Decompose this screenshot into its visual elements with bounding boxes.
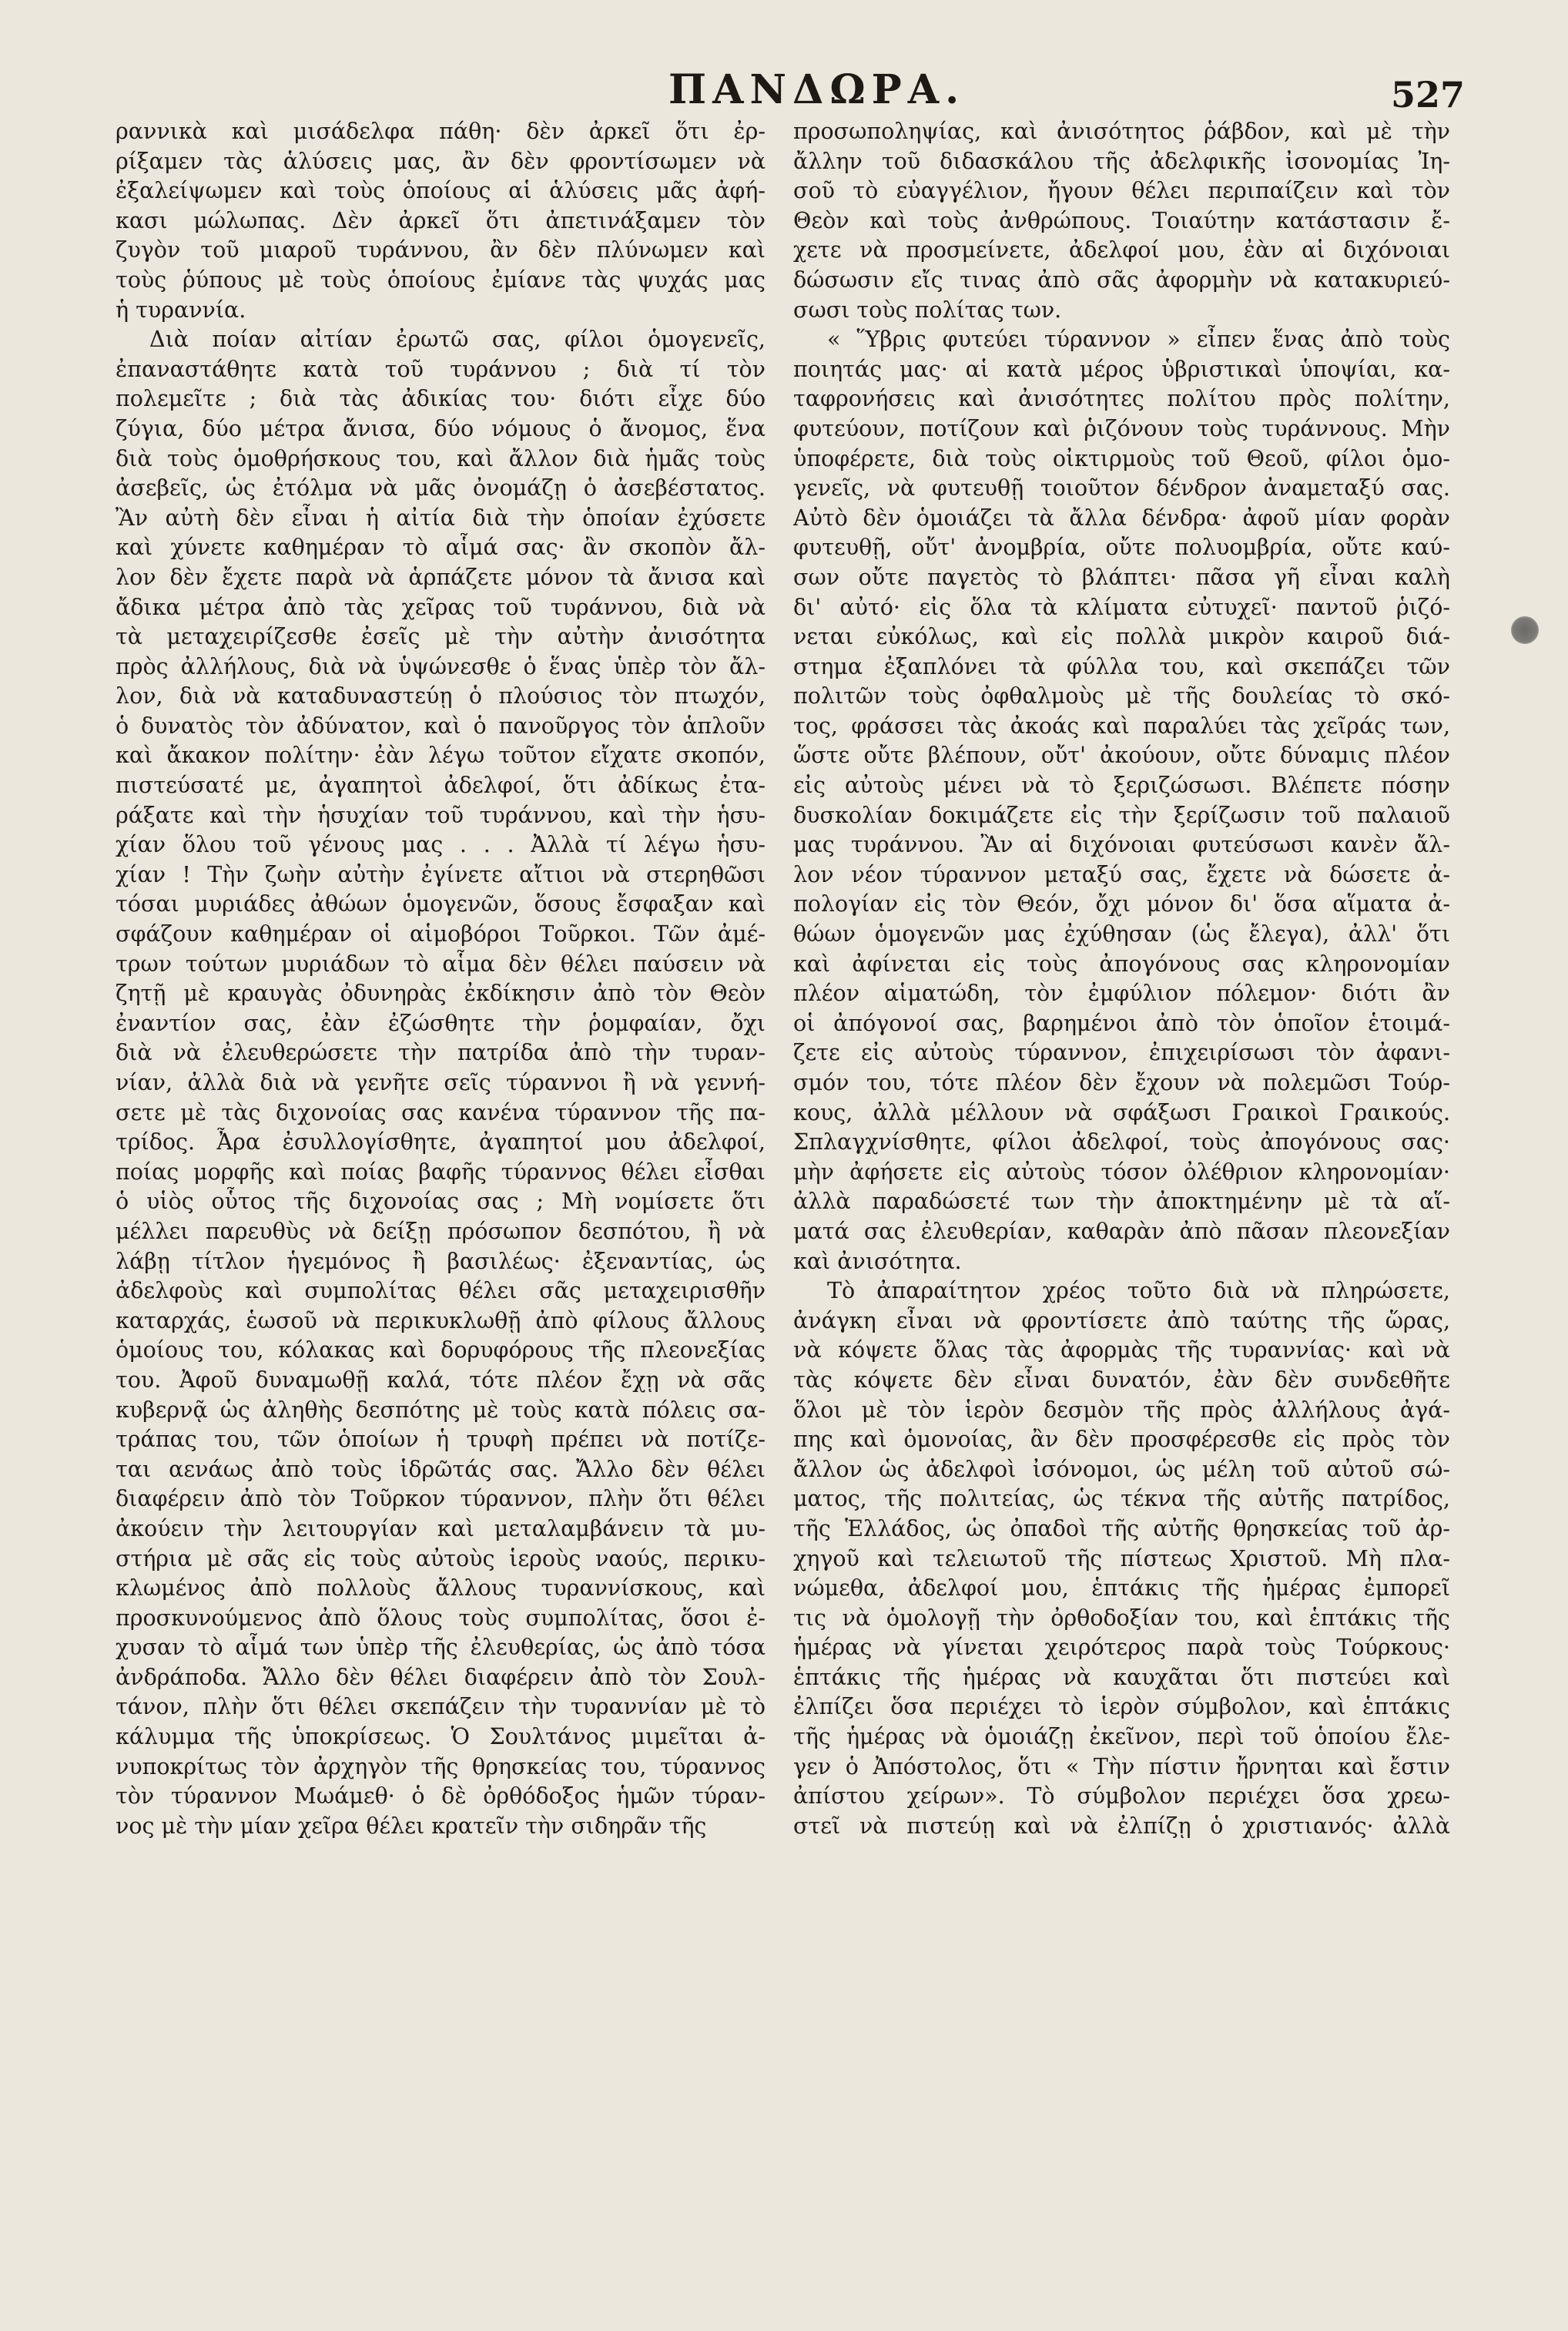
text-line: τάνον, πλὴν ὅτι θέλει σκεπάζειν τὴν τυραννίαν μὲ τὸ — [116, 1694, 766, 1720]
text-line: λον, διὰ νὰ καταδυναστεύῃ ὁ πλούσιος τὸν πτωχόν, — [116, 683, 766, 709]
text-line: ποιητάς μας· αἱ κατὰ μέρος ὑβριστικαὶ ὑποψίαι, κα- — [793, 356, 1450, 382]
text-line: ἡ τυραννία. — [116, 297, 246, 323]
text-line: ἑπτάκις τῆς ἡμέρας νὰ καυχᾶται ὅτι πιστεύει καὶ — [793, 1664, 1450, 1690]
text-line: σωσι τοὺς πολίτας των. — [793, 297, 1062, 323]
text-line: ζετε εἰς αὐτοὺς τύραννον, ἐπιχειρίσωσι τὸν ἀφανι- — [793, 1040, 1450, 1066]
text-line: ἀνάγκη εἶναι νὰ φροντίσετε ἀπὸ ταύτης τῆς ὥρας, — [793, 1307, 1450, 1333]
text-line: καὶ ἄκακον πολίτην· ἐὰν λέγω τοῦτον εἴχατε σκοπόν, — [116, 743, 766, 769]
text-line: Θεὸν καὶ τοὺς ἀνθρώπους. Τοιαύτην κατάστασιν ἔ- — [793, 207, 1450, 233]
text-line: ζυγὸν τοῦ μιαροῦ τυράννου, ἂν δὲν πλύνωμεν καὶ — [116, 237, 766, 263]
text-line: καὶ ἀνισότητα. — [793, 1248, 962, 1274]
text-line: δώσωσιν εἴς τινας ἀπὸ σᾶς ἀφορμὴν νὰ κατακυριεύ- — [793, 267, 1450, 293]
text-line: « Ὕβρις φυτεύει τύραννον » εἶπεν ἕνας ἀπὸ τοὺς — [827, 327, 1450, 353]
text-line: πολιτῶν τοὺς ὀφθαλμοὺς μὲ τῆς δουλείας τὸ σκό- — [793, 683, 1450, 709]
text-line: νος μὲ τὴν μίαν χεῖρα θέλει κρατεῖν τὴν σιδηρᾶν τῆς — [116, 1813, 707, 1839]
text-line: προσκυνούμενος ἀπὸ ὅλους τοὺς συμπολίτας, ὅσοι ἐ- — [116, 1605, 766, 1631]
text-line: ἄδικα μέτρα ἀπὸ τὰς χεῖρας τοῦ τυράννου, διὰ νὰ — [116, 594, 766, 620]
text-line: σων οὔτε παγετὸς τὸ βλάπτει· πᾶσα γῆ εἶναι καλὴ — [793, 564, 1450, 590]
text-line: ἐξαλείψωμεν καὶ τοὺς ὁποίους αἱ ἁλύσεις μᾶς ἀφή- — [116, 178, 766, 204]
text-line: Ἂν αὐτὴ δὲν εἶναι ἡ αἰτία διὰ τὴν ὁποίαν ἐχύσετε — [116, 505, 766, 531]
text-line: πλέον αἱματώδη, τὸν ἐμφύλιον πόλεμον· διότι ἂν — [793, 981, 1450, 1007]
text-line: πιστεύσατέ με, ἀγαπητοὶ ἀδελφοί, ὅτι ἀδίκως ἐτα- — [116, 773, 766, 799]
text-line: τρίδος. Ἆρα ἐσυλλογίσθητε, ἀγαπητοί μου ἀδελφοί, — [116, 1129, 766, 1155]
text-line: ἀκούειν τὴν λειτουργίαν καὶ μεταλαμβάνειν τὰ μυ- — [116, 1515, 766, 1541]
text-line: διὰ νὰ ἐλευθερώσετε τὴν πατρίδα ἀπὸ τὴν τυραν- — [116, 1040, 766, 1066]
text-line: ἐλπίζει ὅσα περιέχει τὸ ἱερὸν σύμβολον, καὶ ἑπτάκις — [793, 1694, 1450, 1720]
text-line: θώων ὁμογενῶν μας ἐχύθησαν (ὡς ἔλεγα), ἀλλ' ὅτι — [793, 921, 1450, 947]
text-line: πολεμεῖτε ; διὰ τὰς ἀδικίας του· διότι εἶχε δύο — [116, 386, 766, 412]
text-line: χηγοῦ καὶ τελειωτοῦ τῆς πίστεως Χριστοῦ. Μὴ πλα- — [793, 1545, 1450, 1571]
text-line: χίαν ! Τὴν ζωὴν αὐτὴν ἐγίνετε αἴτιοι νὰ στερηθῶσι — [116, 861, 766, 887]
text-line: ὑποφέρετε, διὰ τοὺς οἰκτιρμοὺς τοῦ Θεοῦ, φίλοι ὁμο- — [793, 445, 1450, 471]
text-line: τὸν τύραννον Μωάμεθ· ὁ δὲ ὀρθόδοξος ἡμῶν τύραν- — [116, 1783, 766, 1809]
text-line: ραννικὰ καὶ μισάδελφα πάθη· δὲν ἀρκεῖ ὅτι ἐρ- — [116, 119, 766, 144]
text-line: σφάζουν καθημέραν οἱ αἱμοβόροι Τοῦρκοι. Τῶν ἀμέ- — [116, 921, 766, 947]
text-line: λον νέον τύραννον μεταξύ σας, ἔχετε νὰ δώσετε ἀ- — [793, 861, 1450, 887]
text-line: ὁ δυνατὸς τὸν ἀδύνατον, καὶ ὁ πανοῦργος τὸν ἁπλοῦν — [116, 713, 766, 739]
text-line: μὴν ἀφήσετε εἰς αὐτοὺς τόσον ὀλέθριον κληρονομίαν· — [793, 1159, 1450, 1185]
text-line: ὥστε οὔτε βλέπουν, οὔτ' ἀκούουν, οὔτε δύναμις πλέον — [793, 743, 1450, 769]
text-line: ται αενάως ἀπὸ τοὺς ἱδρῶτάς σας. Ἄλλο δὲν θέλει — [116, 1456, 766, 1482]
text-line: μέλλει παρευθὺς νὰ δείξῃ πρόσωπον δεσπότου, ἢ νὰ — [116, 1218, 766, 1244]
text-line: ἀδελφοὺς καὶ συμπολίτας θέλει σᾶς μεταχειρισθῆν — [116, 1278, 766, 1304]
text-line: ματος, τῆς πολιτείας, ὡς τέκνα τῆς αὐτῆς πατρίδος, — [793, 1486, 1450, 1512]
text-line: γεν ὁ Ἀπόστολος, ὅτι « Τὴν πίστιν ἤρνηται καὶ ἔστιν — [793, 1753, 1450, 1779]
text-line: καὶ ἀφίνεται εἰς τοὺς ἀπογόνους σας κληρονομίαν — [793, 951, 1450, 977]
paper-stain — [1511, 616, 1539, 644]
text-line: ὅλοι μὲ τὸν ἱερὸν δεσμὸν τῆς πρὸς ἀλλήλους ἀγά- — [793, 1397, 1450, 1423]
text-line: ὁμοίους του, κόλακας καὶ δορυφόρους τῆς πλεονεξίας — [116, 1337, 766, 1363]
right-text-column — [793, 117, 1450, 1841]
text-line: του. Ἀφοῦ δυναμωθῇ καλά, τότε πλέον ἔχῃ νὰ σᾶς — [116, 1367, 766, 1393]
text-line: τῆς ἡμέρας νὰ ὁμοιάζῃ ἐκεῖνον, περὶ τοῦ ὁποίου ἔλε- — [793, 1724, 1450, 1750]
text-line: ἄλλην τοῦ διδασκάλου τῆς ἀδελφικῆς ἰσονομίας Ἰη- — [793, 148, 1450, 174]
text-line: ὁ υἱὸς οὗτος τῆς διχονοίας σας ; Μὴ νομίσετε ὅτι — [116, 1189, 766, 1215]
text-line: δι' αὐτό· εἰς ὅλα τὰ κλίματα εὐτυχεῖ· παντοῦ ῥιζό- — [793, 594, 1450, 620]
text-line: τις νὰ ὁμολογῇ τὴν ὀρθοδοξίαν του, καὶ ἑπτάκις τῆς — [793, 1605, 1450, 1631]
text-line: πρὸς ἀλλήλους, διὰ νὰ ὑψώνεσθε ὁ ἕνας ὑπὲρ τὸν ἄλ- — [116, 653, 766, 679]
text-line: μας τυράννου. Ἂν αἱ διχόνοιαι φυτεύσωσι κανὲν ἄλ- — [793, 832, 1450, 858]
text-line: Αὐτὸ δὲν ὁμοιάζει τὰ ἄλλα δένδρα· ἀφοῦ μίαν φορὰν — [793, 505, 1450, 531]
text-line: ποίας μορφῆς καὶ ποίας βαφῆς τύραννος θέλει εἶσθαι — [116, 1159, 766, 1185]
text-line: τὰς κόψετε δὲν εἶναι δυνατόν, ἐὰν δὲν συνδεθῆτε — [793, 1367, 1450, 1393]
text-line: σετε μὲ τὰς διχονοίας σας κανένα τύραννον τῆς πα- — [116, 1099, 766, 1125]
text-line: ἀλλὰ παραδώσετέ των τὴν ἀποκτημένην μὲ τὰ αἵ- — [793, 1189, 1450, 1215]
text-line: νώμεθα, ἀδελφοί μου, ἑπτάκις τῆς ἡμέρας ἐμπορεῖ — [793, 1575, 1450, 1602]
page-number: 527 — [1391, 74, 1466, 116]
text-line: σοῦ τὸ εὐαγγέλιον, ἤγουν θέλει περιπαίζειν καὶ τὸν — [793, 178, 1450, 204]
text-line: Διὰ ποίαν αἰτίαν ἐρωτῶ σας, φίλοι ὁμογενεῖς, — [149, 327, 766, 353]
text-line: τοὺς ῥύπους μὲ τοὺς ὁποίους ἐμίανε τὰς ψυχάς μας — [116, 267, 766, 293]
text-line: τόσαι μυριάδες ἀθώων ὁμογενῶν, ὅσους ἔσφαξαν καὶ — [116, 891, 766, 917]
text-line: τρων τούτων μυριάδων τὸ αἷμα δὲν θέλει παύσειν νὰ — [116, 951, 766, 977]
text-line: νεται εὐκόλως, καὶ εἰς πολλὰ μικρὸν καιροῦ διά- — [793, 624, 1450, 650]
text-line: διαφέρειν ἀπὸ τὸν Τοῦρκον τύραννον, πλὴν ὅτι θέλει — [116, 1486, 766, 1512]
text-line: φυτευθῇ, οὔτ' ἀνομβρία, οὔτε πολυομβρία, οὔτε καύ- — [793, 535, 1450, 561]
text-line: ζητῇ μὲ κραυγὰς ὀδυνηρὰς ἐκδίκησιν ἀπὸ τὸν Θεὸν — [116, 981, 766, 1007]
text-line: στήρια μὲ σᾶς εἰς τοὺς αὐτοὺς ἱεροὺς ναούς, περικυ- — [116, 1545, 766, 1571]
text-line: χυσαν τὸ αἷμά των ὑπὲρ τῆς ἐλευθερίας, ὡς ἀπὸ τόσα — [116, 1635, 766, 1661]
text-line: πολογίαν εἰς τὸν Θεόν, ὄχι μόνον δι' ὅσα αἵματα ἀ- — [793, 891, 1450, 917]
text-line: ἀσεβεῖς, ὡς ἐτόλμα νὰ μᾶς ὀνομάζῃ ὁ ἀσεβέστατος. — [116, 475, 766, 501]
text-line: ρίξαμεν τὰς ἁλύσεις μας, ἂν δὲν φροντίσωμεν νὰ — [116, 148, 766, 174]
text-line: ταφρονήσεις καὶ ἀνισότητες πολίτου πρὸς πολίτην, — [793, 386, 1450, 412]
text-line: χετε νὰ προσμείνετε, ἀδελφοί μου, ἐὰν αἱ διχόνοιαι — [793, 237, 1450, 263]
text-line: λάβῃ τίτλον ἡγεμόνος ἢ βασιλέως· ἐξεναντίας, ὡς — [116, 1248, 766, 1274]
text-line: Σπλαγχνίσθητε, φίλοι ἀδελφοί, τοὺς ἀπογόνους σας· — [793, 1129, 1450, 1155]
text-line: ματά σας ἐλευθερίαν, καθαρὰν ἀπὸ πᾶσαν πλεονεξίαν — [793, 1218, 1450, 1244]
text-line: δυσκολίαν δοκιμάζετε εἰς τὴν ξερίζωσιν τοῦ παλαιοῦ — [793, 802, 1450, 828]
text-line: τος, φράσσει τὰς ἀκοάς καὶ παραλύει τὰς χεῖράς των, — [793, 713, 1450, 739]
text-line: κυβερνᾷ ὡς ἀληθὴς δεσπότης μὲ τοὺς κατὰ πόλεις σα- — [116, 1397, 766, 1423]
text-line: κους, ἀλλὰ μέλλουν νὰ σφάξωσι Γραικοὶ Γραικούς. — [793, 1099, 1450, 1125]
text-line: διὰ τοὺς ὁμοθρήσκους του, καὶ ἄλλον διὰ ἡμᾶς τοὺς — [116, 445, 766, 471]
text-line: εἰς αὐτοὺς μένει νὰ τὸ ξεριζώσωσι. Βλέπετε πόσην — [793, 773, 1450, 799]
text-line: χίαν ὅλου τοῦ γένους μας . . . Ἀλλὰ τί λέγω ἡσυ- — [116, 832, 766, 858]
text-line: καὶ χύνετε καθημέραν τὸ αἷμά σας· ἂν σκοπὸν ἄλ- — [116, 535, 766, 561]
text-line: λον δὲν ἔχετε παρὰ νὰ ἁρπάζετε μόνον τὰ ἄνισα καὶ — [116, 564, 766, 590]
text-line: στημα ἐξαπλόνει τὰ φύλλα του, καὶ σκεπάζει τῶν — [793, 653, 1450, 679]
left-text-column — [116, 117, 766, 1841]
text-line: ἐπαναστάθητε κατὰ τοῦ τυράννου ; διὰ τί τὸν — [116, 356, 766, 382]
text-line: ἄλλον ὡς ἀδελφοὶ ἰσόνομοι, ὡς μέλη τοῦ αὐτοῦ σώ- — [793, 1456, 1450, 1482]
text-line: τὰ μεταχειρίζεσθε ἐσεῖς μὲ τὴν αὐτὴν ἀνισότητα — [116, 624, 766, 650]
text-line: τῆς Ἑλλάδος, ὡς ὀπαδοὶ τῆς αὐτῆς θρησκείας τοῦ ἀρ- — [793, 1515, 1450, 1541]
running-header — [0, 63, 1568, 117]
text-line: πης καὶ ὁμονοίας, ἂν δὲν προσφέρεσθε εἰς πρὸς τὸν — [793, 1427, 1450, 1453]
text-line: κλωμένος ἀπὸ πολλοὺς ἄλλους τυραννίσκους, καὶ — [116, 1575, 766, 1602]
text-line: κάλυμμα τῆς ὑποκρίσεως. Ὁ Σουλτάνος μιμεῖται ἀ- — [116, 1724, 766, 1750]
text-line: ἡμέρας νὰ γίνεται χειρότερος παρὰ τοὺς Τούρκους· — [793, 1635, 1450, 1661]
text-line: οἱ ἀπόγονοί σας, βαρημένοι ἀπὸ τὸν ὁποῖον ἑτοιμά- — [793, 1010, 1450, 1036]
text-line: γενεῖς, νὰ φυτευθῇ τοιοῦτον δένδρον ἀναμεταξύ σας. — [793, 475, 1450, 501]
text-line: ράξατε καὶ τὴν ἡσυχίαν τοῦ τυράννου, καὶ τὴν ἡσυ- — [116, 802, 766, 828]
text-line: φυτεύουν, ποτίζουν καὶ ῥιζόνουν τοὺς τυράννους. Μὴν — [793, 415, 1450, 441]
text-line: νίαν, ἀλλὰ διὰ νὰ γενῆτε σεῖς τύραννοι ἢ νὰ γεννή- — [116, 1070, 766, 1095]
text-line: ζύγια, δύο μέτρα ἄνισα, δύο νόμους ὁ ἄνομος, ἕνα — [116, 415, 766, 441]
text-line: προσωποληψίας, καὶ ἀνισότητος ῥάβδον, καὶ μὲ τὴν — [793, 119, 1450, 144]
text-line: ἀπίστου χείρων». Τὸ σύμβολον περιέχει ὅσα χρεω- — [793, 1783, 1450, 1809]
journal-title: ΠΑΝΔΩΡΑ. — [668, 66, 966, 113]
text-line: καταρχάς, ἑωσοῦ νὰ περικυκλωθῇ ἀπὸ φίλους ἄλλους — [116, 1307, 766, 1333]
text-line: κασι μώλωπας. Δὲν ἀρκεῖ ὅτι ἀπετινάξαμεν τὸν — [116, 207, 766, 233]
text-line: ἀνδράποδα. Ἄλλο δὲν θέλει διαφέρειν ἀπὸ τὸν Σουλ- — [116, 1664, 766, 1690]
text-line: νυποκρίτως τὸν ἀρχηγὸν τῆς θρησκείας του, τύραννος — [116, 1753, 766, 1779]
text-line: ἐναντίον σας, ἐὰν ἐζώσθητε τὴν ῥομφαίαν, ὄχι — [116, 1010, 766, 1036]
text-line: τράπας του, τῶν ὁποίων ἡ τρυφὴ πρέπει νὰ ποτίζε- — [116, 1427, 766, 1453]
text-line: στεῖ νὰ πιστεύῃ καὶ νὰ ἐλπίζῃ ὁ χριστιανός· ἀλλὰ — [793, 1813, 1450, 1839]
text-line: νὰ κόψετε ὅλας τὰς ἀφορμὰς τῆς τυραννίας· καὶ νὰ — [793, 1337, 1450, 1363]
text-line: Τὸ ἀπαραίτητον χρέος τοῦτο διὰ νὰ πληρώσετε, — [827, 1278, 1450, 1304]
text-line: σμόν του, τότε πλέον δὲν ἔχουν νὰ πολεμῶσι Τούρ- — [793, 1070, 1450, 1095]
